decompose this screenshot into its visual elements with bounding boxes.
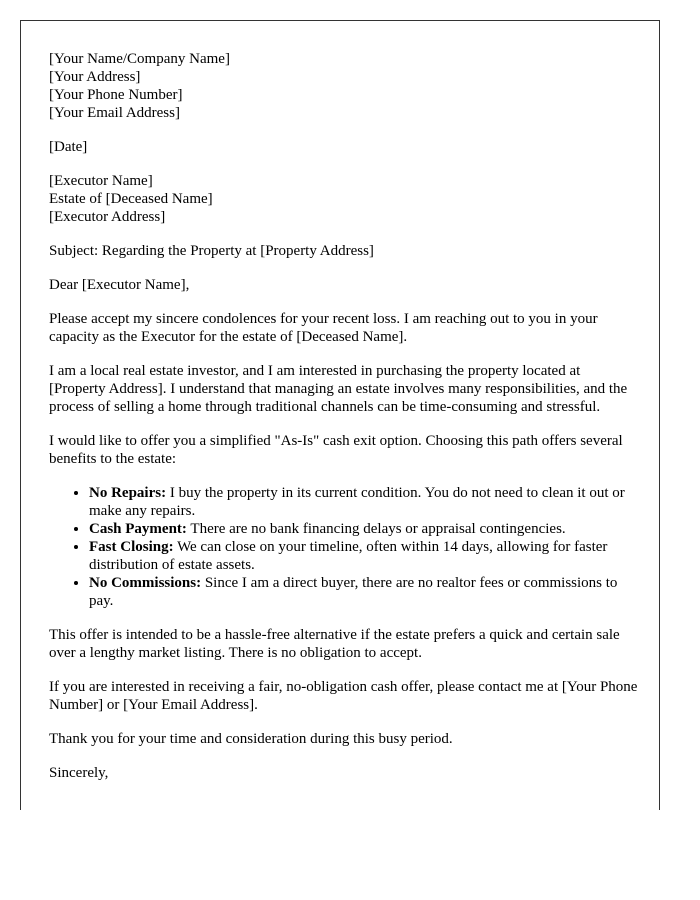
benefit-text: There are no bank financing delays or appraisal contingencies. xyxy=(186,521,566,537)
benefit-text: We can close on your timeline, often within 14 days, allowing for faster distribution of estate assets. xyxy=(89,539,608,573)
intro-paragraph: Please accept my sincere condolences for your recent loss. I am reaching out to you in your capacity as the Executor for the estate of [Deceased Name]. xyxy=(49,311,598,345)
letter-page xyxy=(20,20,660,810)
list-item xyxy=(89,574,639,610)
benefits-list xyxy=(49,484,639,610)
list-item xyxy=(89,520,639,538)
recipient-name: [Executor Name] xyxy=(49,173,153,189)
sender-phone: [Your Phone Number] xyxy=(49,87,183,103)
benefit-text: Since I am a direct buyer, there are no realtor fees or commissions to pay. xyxy=(89,575,618,609)
sender-name: [Your Name/Company Name] xyxy=(49,51,230,67)
list-item xyxy=(89,484,639,520)
closing: Sincerely, xyxy=(49,765,109,781)
salutation: Dear [Executor Name], xyxy=(49,277,190,293)
thanks-paragraph: Thank you for your time and consideration during this busy period. xyxy=(49,731,453,747)
sender-block xyxy=(49,50,639,122)
benefit-text: I buy the property in its current condition. You do not need to clean it out or make any repairs. xyxy=(89,485,625,519)
contact-paragraph: If you are interested in receiving a fair, no-obligation cash offer, please contact me at [Your Phone Number] or [Your Email Address]. xyxy=(49,679,638,713)
letter-date: [Date] xyxy=(49,139,88,155)
recipient-estate: Estate of [Deceased Name] xyxy=(49,191,213,207)
benefit-title: No Commissions: xyxy=(89,575,202,591)
benefit-title: Cash Payment: xyxy=(89,521,187,537)
benefit-title: Fast Closing: xyxy=(89,539,174,555)
hassle-free-paragraph: This offer is intended to be a hassle-free alternative if the estate prefers a quick and certain sale over a lengthy market listing. There is no obligation to accept. xyxy=(49,627,620,661)
list-item xyxy=(89,538,639,574)
letter-body xyxy=(49,50,639,798)
recipient-block xyxy=(49,172,639,226)
subject-line: Subject: Regarding the Property at [Property Address] xyxy=(49,243,374,259)
recipient-address: [Executor Address] xyxy=(49,209,166,225)
sender-email: [Your Email Address] xyxy=(49,105,180,121)
offer-paragraph: I would like to offer you a simplified "As-Is" cash exit option. Choosing this path offers several benefits to the estate: xyxy=(49,433,623,467)
investor-paragraph: I am a local real estate investor, and I am interested in purchasing the property located at [Property Address]. I understand that managing an estate involves many responsibilities, and the process of selling a home through traditional channels can be time-consuming and stressful. xyxy=(49,363,628,415)
benefit-title: No Repairs: xyxy=(89,485,167,501)
sender-address: [Your Address] xyxy=(49,69,141,85)
